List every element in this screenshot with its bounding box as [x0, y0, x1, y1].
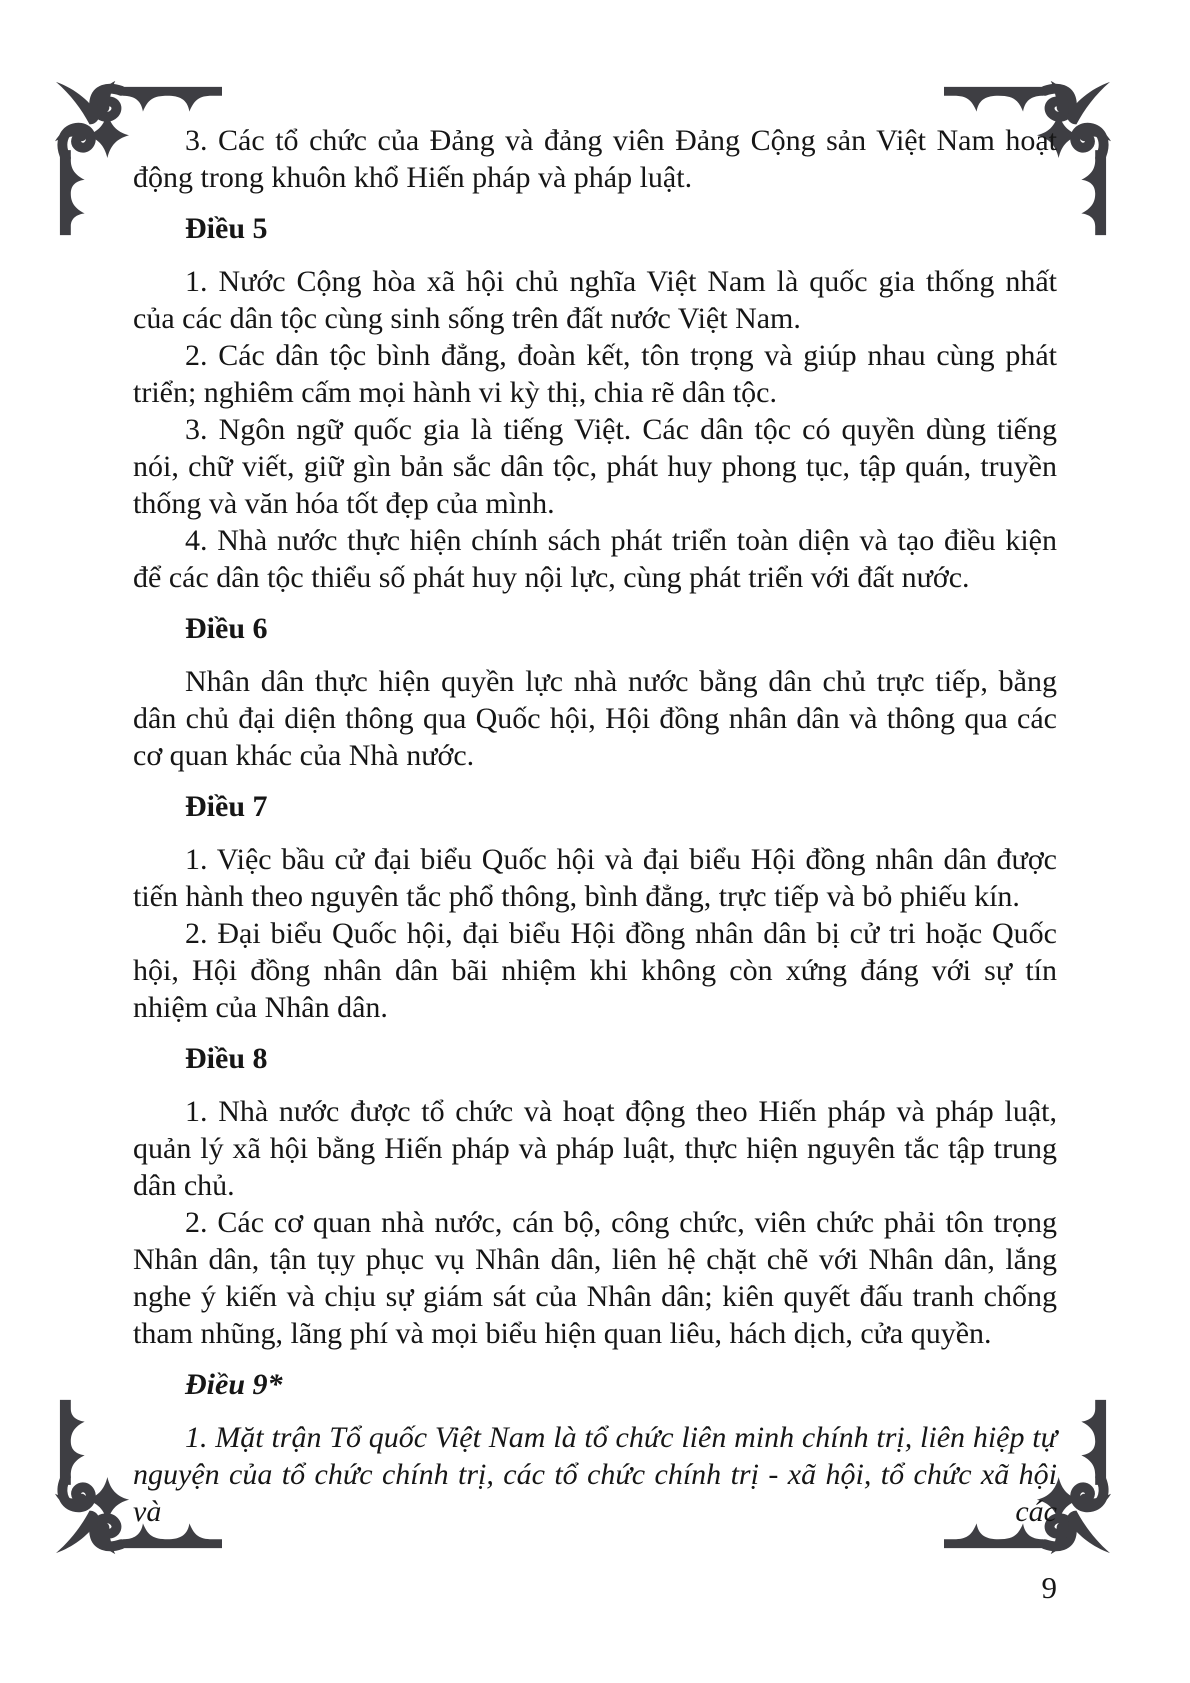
page-number: 9 [1041, 1570, 1057, 1605]
article-heading: Điều 7 [185, 790, 268, 823]
paragraph: Nhân dân thực hiện quyền lực nhà nước bằng dân chủ trực tiếp, bằng dân chủ đại diện thông qua Quốc hội, Hội đồng nhân dân và thông qua các cơ quan khác của Nhà nước. [133, 665, 1057, 772]
paragraph: 3. Các tổ chức của Đảng và đảng viên Đảng Cộng sản Việt Nam hoạt động trong khuôn khổ Hiến pháp và pháp luật. [133, 124, 1057, 194]
paragraph: 2. Các dân tộc bình đẳng, đoàn kết, tôn trọng và giúp nhau cùng phát triển; nghiêm cấm mọi hành vi kỳ thị, chia rẽ dân tộc. [133, 339, 1057, 409]
paragraph: 1. Việc bầu cử đại biểu Quốc hội và đại biểu Hội đồng nhân dân được tiến hành theo nguyên tắc phổ thông, bình đẳng, trực tiếp và bỏ phiếu kín. [133, 843, 1057, 913]
article-heading: Điều 8 [185, 1042, 268, 1075]
article-heading: Điều 5 [185, 212, 268, 245]
page-content [133, 122, 1057, 1530]
article-heading: Điều 9* [185, 1368, 283, 1401]
article-heading: Điều 6 [185, 612, 268, 645]
paragraph: 1. Nhà nước được tổ chức và hoạt động theo Hiến pháp và pháp luật, quản lý xã hội bằng Hiến pháp và pháp luật, thực hiện nguyên tắc tập trung dân chủ. [133, 1095, 1057, 1202]
paragraph: 1. Mặt trận Tổ quốc Việt Nam là tổ chức liên minh chính trị, liên hiệp tự nguyện của tổ chức chính trị, các tổ chức chính trị - xã hội, tổ chức xã hội và các [133, 1421, 1057, 1528]
paragraph: 2. Đại biểu Quốc hội, đại biểu Hội đồng nhân dân bị cử tri hoặc Quốc hội, Hội đồng nhân dân bãi nhiệm khi không còn xứng đáng với sự tín nhiệm của Nhân dân. [133, 917, 1057, 1024]
paragraph: 2. Các cơ quan nhà nước, cán bộ, công chức, viên chức phải tôn trọng Nhân dân, tận tụy phục vụ Nhân dân, liên hệ chặt chẽ với Nhân dân, lắng nghe ý kiến và chịu sự giám sát của Nhân dân; kiên quyết đấu tranh chống tham nhũng, lãng phí và mọi biểu hiện quan liêu, hách dịch, cửa quyền. [133, 1206, 1057, 1350]
paragraph: 1. Nước Cộng hòa xã hội chủ nghĩa Việt Nam là quốc gia thống nhất của các dân tộc cùng sinh sống trên đất nước Việt Nam. [133, 265, 1057, 335]
paragraph: 4. Nhà nước thực hiện chính sách phát triển toàn diện và tạo điều kiện để các dân tộc thiểu số phát huy nội lực, cùng phát triển với đất nước. [133, 524, 1057, 594]
paragraph: 3. Ngôn ngữ quốc gia là tiếng Việt. Các dân tộc có quyền dùng tiếng nói, chữ viết, giữ gìn bản sắc dân tộc, phát huy phong tục, tập quán, truyền thống và văn hóa tốt đẹp của mình. [133, 413, 1057, 520]
